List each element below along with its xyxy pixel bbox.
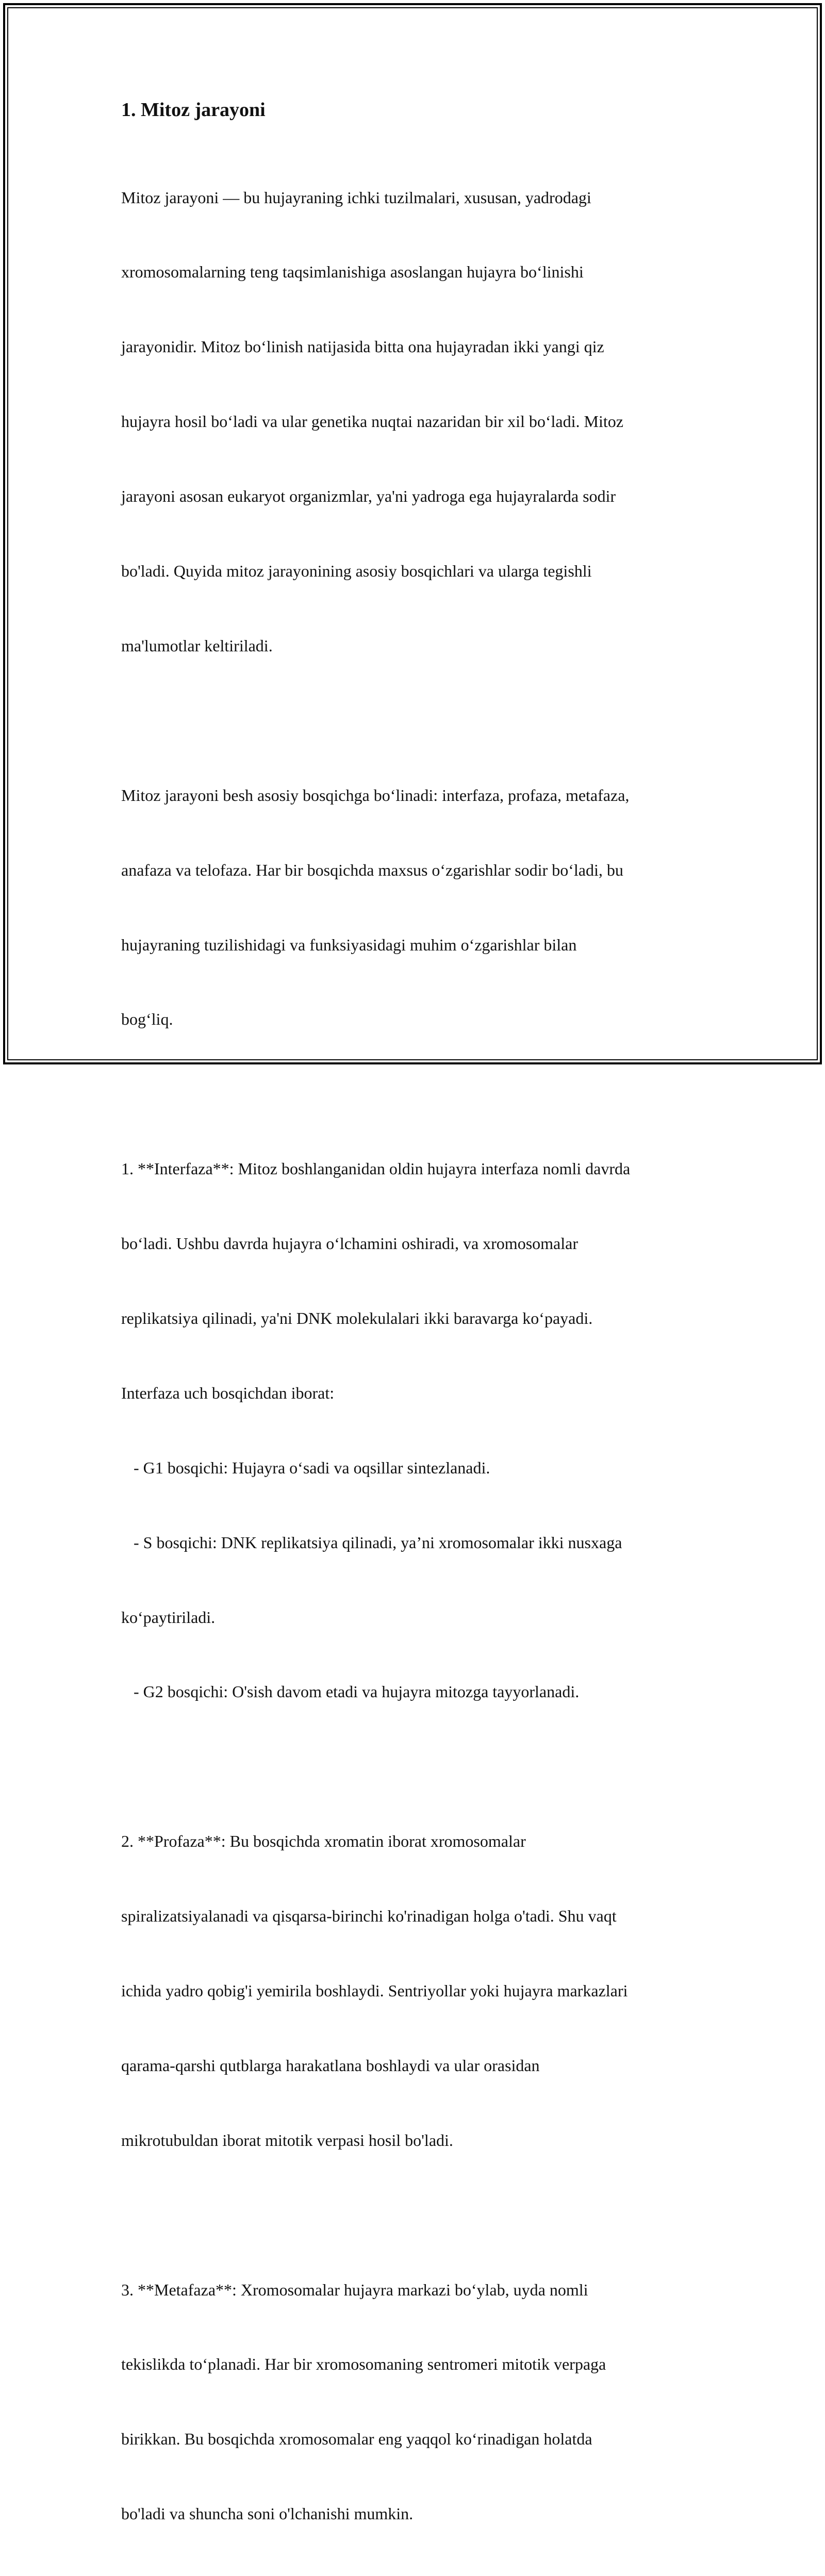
text-line: hujayra hosil bo‘ladi va ular genetika nuqtai nazaridan bir xil bo‘ladi. Mitoz (121, 412, 623, 431)
text-line: ko‘paytiriladi. (121, 1607, 216, 1627)
blank-line (121, 1754, 719, 1779)
text-line: bo‘ladi. Ushbu davrda hujayra o‘lchamini oshiradi, va xromosomalar (121, 1234, 578, 1253)
document-page (121, 97, 719, 2576)
text-line: birikkan. Bu bosqichda xromosomalar eng yaqqol ko‘rinadigan holatda (121, 2430, 592, 2449)
text-line: replikatsiya qilinadi, ya'ni DNK molekulalari ikki baravarga ko‘payadi. (121, 1308, 593, 1327)
blank-line (121, 1081, 719, 1106)
text-line: anafaza va telofaza. Har bir bosqichda maxsus o‘zgarishlar sodir bo‘ladi, bu (121, 860, 623, 879)
text-line: jarayoni asosan eukaryot organizmlar, ya'ni yadroga ega hujayralarda sodir (121, 487, 616, 506)
text-line: ichida yadro qobig'i yemirila boshlaydi. Sentriyollar yoki hujayra markazlari (121, 1981, 628, 2000)
text-line: Interfaza uch bosqichdan iborat: (121, 1383, 335, 1402)
document-title: 1. Mitoz jarayoni (121, 99, 266, 121)
text-line: bo'ladi. Quyida mitoz jarayonining asosiy bosqichlari va ularga tegishli (121, 562, 592, 581)
text-line: 1. **Interfaza**: Mitoz boshlanganidan oldin hujayra interfaza nomli davrda (121, 1159, 631, 1178)
text-line: Mitoz jarayoni — bu hujayraning ichki tuzilmalari, xususan, yadrodagi (121, 188, 591, 207)
list-item: - S bosqichi: DNK replikatsiya qilinadi, ya’ni xromosomalar ikki nusxaga (121, 1533, 622, 1552)
text-line: ma'lumotlar keltiriladi. (121, 636, 273, 655)
text-line: xromosomalarning teng taqsimlanishiga asoslangan hujayra bo‘linishi (121, 262, 584, 282)
list-item: - G2 bosqichi: O'sish davom etadi va hujayra mitozga tayyorlanadi. (121, 1682, 580, 1701)
text-line: 3. **Metafaza**: Xromosomalar hujayra markazi bo‘ylab, uyda nomli (121, 2280, 588, 2299)
text-line: bo'ladi va shuncha soni o'lchanishi mumkin. (121, 2504, 414, 2523)
document-body (121, 135, 719, 2576)
text-line: bog‘liq. (121, 1010, 173, 1029)
text-line: spiralizatsiyalanadi va qisqarsa-birinchi ko'rinadigan holga o'tadi. Shu vaqt (121, 1907, 617, 1926)
list-item: - G1 bosqichi: Hujayra o‘sadi va oqsillar sintezlanadi. (121, 1458, 490, 1477)
text-line: Mitoz jarayoni besh asosiy bosqichga bo‘linadi: interfaza, profaza, metafaza, (121, 785, 630, 805)
text-line: hujayraning tuzilishidagi va funksiyasidagi muhim o‘zgarishlar bilan (121, 935, 577, 954)
text-line: tekislikda to‘planadi. Har bir xromosomaning sentromeri mitotik verpaga (121, 2355, 606, 2374)
text-line: 2. **Profaza**: Bu bosqichda xromatin iborat xromosomalar (121, 1832, 526, 1851)
text-line: mikrotubuldan iborat mitotik verpasi hosil bo'ladi. (121, 2130, 453, 2150)
text-line: jarayonidir. Mitoz bo‘linish natijasida bitta ona hujayradan ikki yangi qiz (121, 337, 604, 356)
text-line: qarama-qarshi qutblarga harakatlana boshlaydi va ular orasidan (121, 2056, 540, 2075)
blank-line (121, 2203, 719, 2227)
blank-line (121, 708, 719, 733)
